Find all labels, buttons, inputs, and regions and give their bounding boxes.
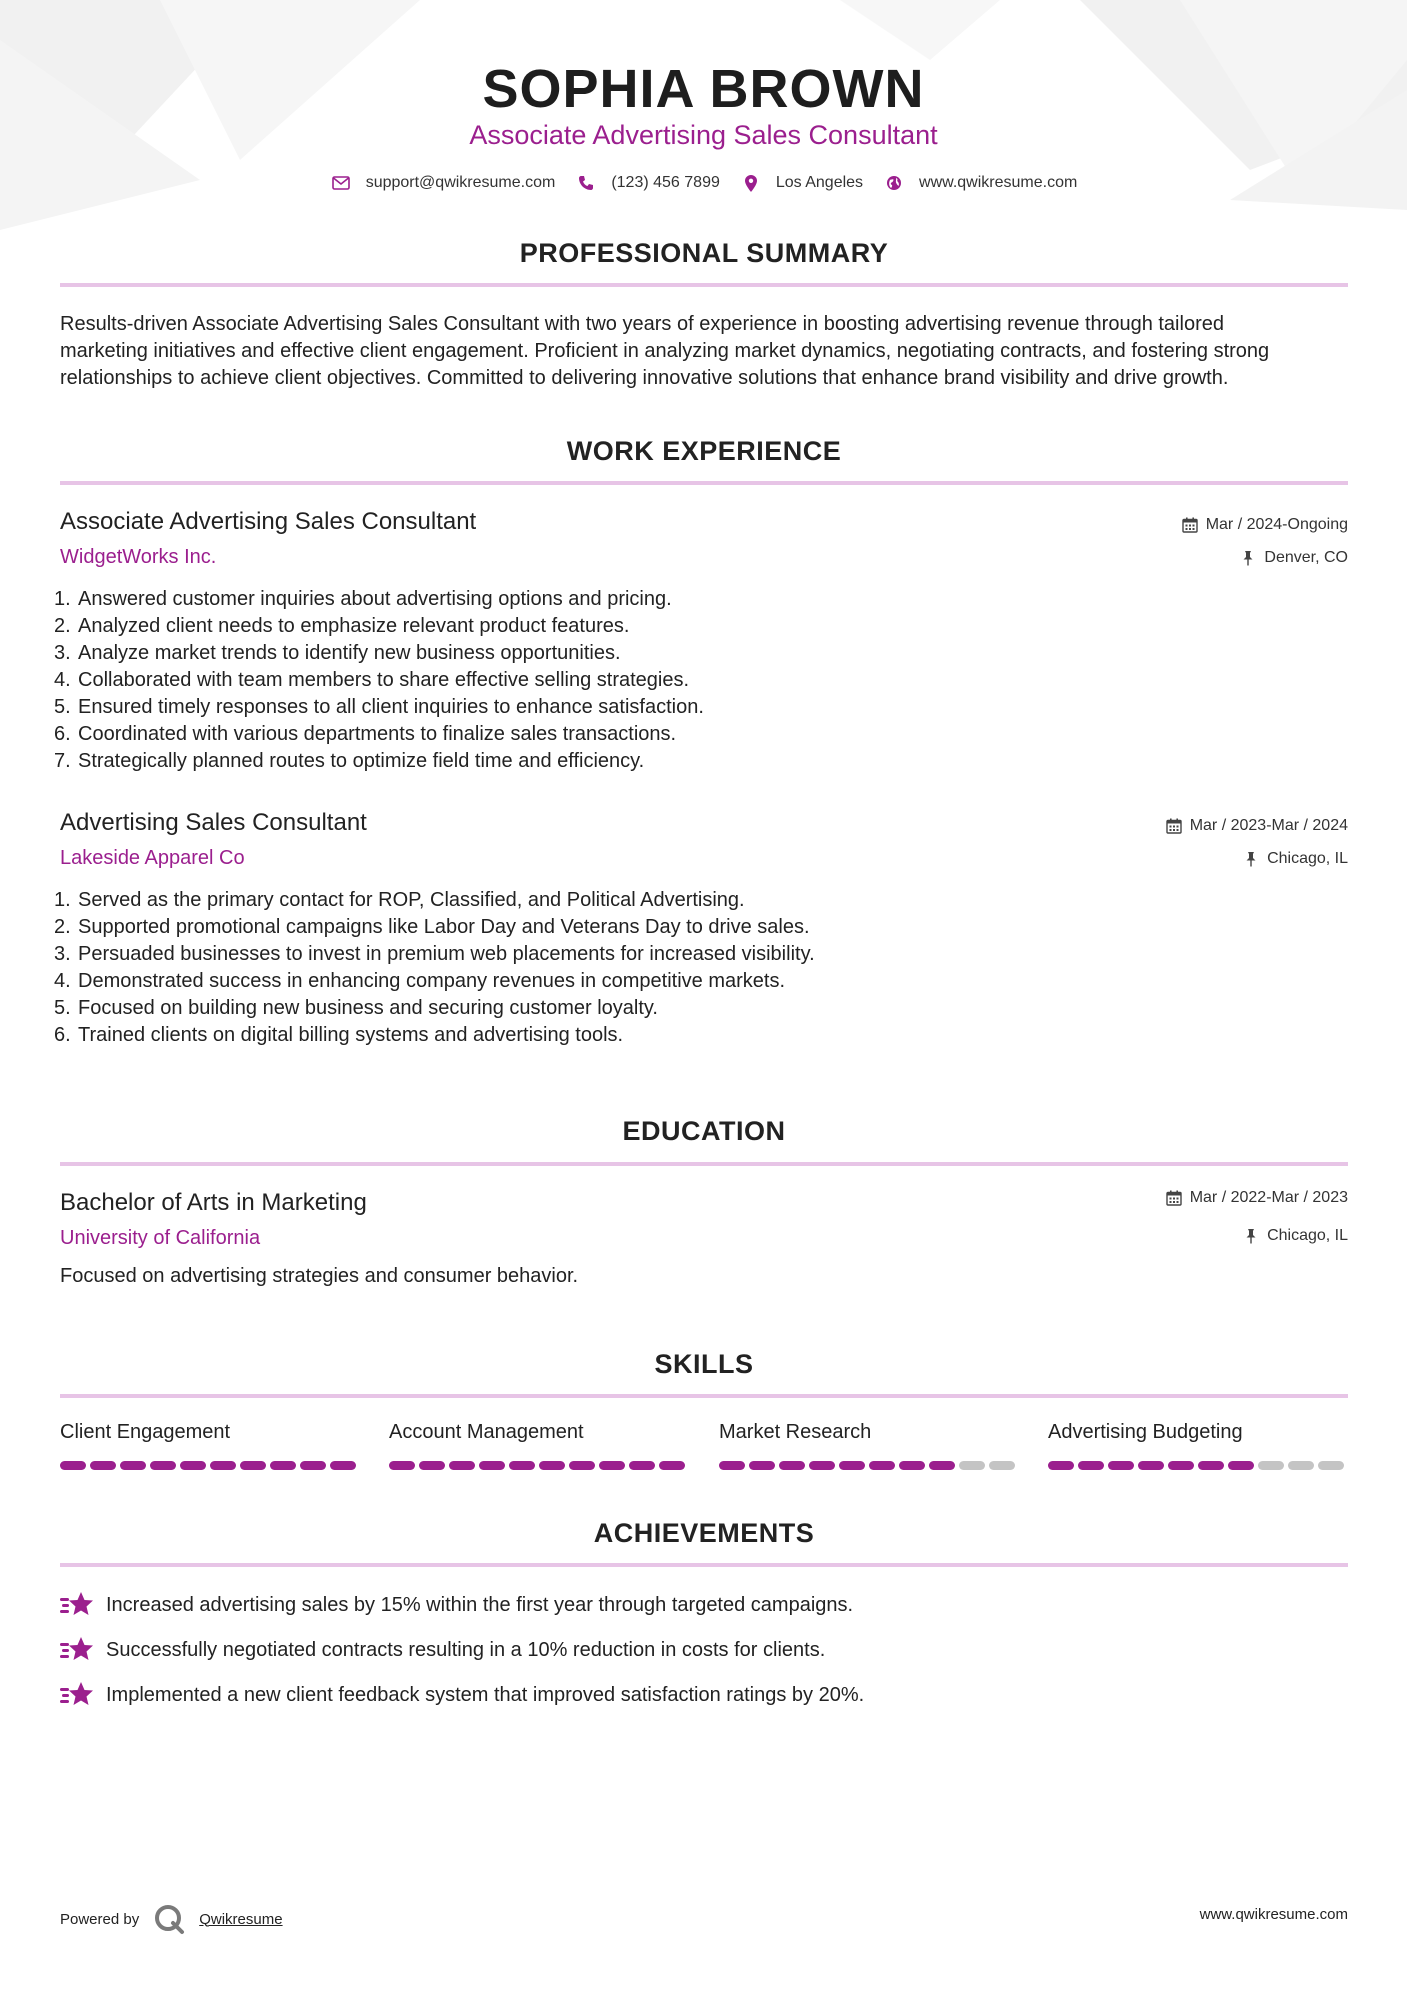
skill-level-segment [1198,1461,1224,1470]
star-icon [60,1680,94,1710]
education-degree: Bachelor of Arts in Marketing [60,1189,367,1216]
education-description: Focused on advertising strategies and consumer behavior. [60,1265,579,1287]
skill-level-segment [509,1461,535,1470]
education-date-text: Mar / 2022-Mar / 2023 [1189,1189,1348,1206]
skill-level-segment [719,1461,745,1470]
contact-email[interactable] [330,174,556,192]
skill-level-segment [479,1461,505,1470]
education-location [1243,1227,1348,1245]
job-date-text: Mar / 2023-Mar / 2024 [1189,817,1348,834]
job-title: Advertising Sales Consultant [60,809,367,836]
education-location-text: Chicago, IL [1267,1227,1348,1244]
skill-level-segment [569,1461,595,1470]
skill-name: Market Research [719,1421,872,1443]
skill-level-segment [210,1461,236,1470]
skill-item [60,1421,360,1470]
summary-heading: PROFESSIONAL SUMMARY [519,238,889,268]
contact-location-text: Los Angeles [775,174,864,191]
experience-heading: WORK EXPERIENCE [566,436,842,466]
contact-website[interactable] [883,174,1077,192]
skill-level-segment [539,1461,565,1470]
contact-website-text: www.qwikresume.com [919,174,1078,191]
job-bullets [54,887,815,1049]
experience-divider [60,481,1348,485]
achievement-text: Increased advertising sales by 15% within the first year through targeted campaigns. [106,1593,854,1616]
skill-level-segment [959,1461,985,1470]
skill-level-segment [60,1461,86,1470]
skill-level-segment [1108,1461,1134,1470]
list-item: 1. Answered customer inquiries about advertising options and pricing. [54,588,672,610]
skill-level-segment [1078,1461,1104,1470]
achievement-item [60,1590,853,1620]
pin-icon [1243,1228,1259,1244]
list-item: 1. Served as the primary contact for ROP, Classified, and Political Advertising. [54,889,745,911]
job-date [1182,516,1348,534]
calendar-icon [1166,818,1182,834]
skill-level-segment [270,1461,296,1470]
map-marker-icon [740,174,762,192]
skill-level-segment [449,1461,475,1470]
skill-level-segment [599,1461,625,1470]
skill-level-segment [150,1461,176,1470]
list-item: 2. Supported promotional campaigns like Labor Day and Veterans Day to drive sales. [54,916,810,938]
list-item: 3. Analyze market trends to identify new business opportunities. [54,642,621,664]
skill-level-bar [60,1461,360,1470]
skill-level-segment [899,1461,925,1470]
list-item: 6. Coordinated with various departments to finalize sales transactions. [54,723,677,745]
achievement-item [60,1635,825,1665]
skill-level-segment [1258,1461,1284,1470]
footer-website[interactable]: www.qwikresume.com [1199,1906,1348,1923]
skill-level-segment [1318,1461,1344,1470]
star-icon [60,1635,94,1665]
summary-line: marketing initiatives and effective client engagement. Proficient in analyzing market dynamics, negotiating contracts, and fostering strong [60,340,1270,362]
contact-phone[interactable] [575,174,720,192]
education-divider [60,1162,1348,1166]
skill-level-segment [749,1461,775,1470]
skill-level-segment [1138,1461,1164,1470]
job-location-text: Denver, CO [1264,549,1348,566]
job-location [1243,850,1348,868]
skill-level-segment [1288,1461,1314,1470]
powered-by-label: Powered by [60,1910,140,1928]
achievement-text: Implemented a new client feedback system that improved satisfaction ratings by 20%. [106,1683,865,1706]
calendar-icon [1166,1190,1182,1206]
contact-phone-text: (123) 456 7899 [611,174,720,191]
footer-powered-by [60,1903,283,1935]
list-item: 4. Collaborated with team members to share effective selling strategies. [54,669,690,691]
skill-level-segment [300,1461,326,1470]
star-icon [60,1590,94,1620]
skill-level-segment [389,1461,415,1470]
skill-name: Client Engagement [60,1421,231,1443]
achievement-text: Successfully negotiated contracts resulting in a 10% reduction in costs for clients. [106,1638,826,1661]
list-item: 6. Trained clients on digital billing systems and advertising tools. [54,1024,624,1046]
skill-level-segment [1048,1461,1074,1470]
skill-level-segment [180,1461,206,1470]
skill-level-segment [240,1461,266,1470]
list-item: 7. Strategically planned routes to optimize field time and efficiency. [54,750,645,772]
globe-icon [883,174,905,192]
summary-text [60,311,1350,392]
envelope-icon [330,174,352,192]
contact-email-text: support@qwikresume.com [365,174,556,191]
skill-level-segment [929,1461,955,1470]
skill-level-segment [989,1461,1015,1470]
contact-bar [0,174,1407,192]
skill-level-segment [330,1461,356,1470]
job-date-text: Mar / 2024-Ongoing [1205,516,1348,533]
skill-level-segment [1228,1461,1254,1470]
job-location-text: Chicago, IL [1267,850,1348,867]
achievements-divider [60,1563,1348,1567]
job-location [1240,549,1348,567]
list-item: 3. Persuaded businesses to invest in premium web placements for increased visibility. [54,943,815,965]
candidate-title: Associate Advertising Sales Consultant [469,120,938,150]
skill-level-segment [839,1461,865,1470]
skill-name: Advertising Budgeting [1048,1421,1243,1443]
skill-item [389,1421,689,1470]
skill-level-segment [90,1461,116,1470]
list-item: 5. Focused on building new business and securing customer loyalty. [54,997,658,1019]
achievement-item [60,1680,864,1710]
summary-line: relationships to achieve client objectives. Committed to delivering innovative solutions that enhance brand visibility and drive growth. [60,367,1229,389]
skill-level-segment [659,1461,685,1470]
skill-level-bar [719,1461,1019,1470]
candidate-name: SOPHIA BROWN [482,59,925,119]
job-title: Associate Advertising Sales Consultant [60,508,477,535]
job-company: WidgetWorks Inc. [60,546,217,568]
skill-level-segment [419,1461,445,1470]
skills-divider [60,1394,1348,1398]
education-heading: EDUCATION [622,1116,786,1146]
skill-name: Account Management [389,1421,584,1443]
pin-icon [1240,550,1256,566]
phone-icon [575,174,597,192]
skill-level-segment [120,1461,146,1470]
skill-level-segment [809,1461,835,1470]
skill-level-segment [779,1461,805,1470]
education-date [1166,1189,1348,1207]
skill-item [719,1421,1019,1470]
job-bullets [54,586,704,775]
qwikresume-logo-icon [153,1903,185,1935]
skill-level-segment [629,1461,655,1470]
skills-heading: SKILLS [654,1349,754,1379]
skill-level-segment [869,1461,895,1470]
calendar-icon [1182,517,1198,533]
achievements-heading: ACHIEVEMENTS [593,1518,815,1548]
pin-icon [1243,851,1259,867]
skill-level-bar [389,1461,689,1470]
qwikresume-link[interactable]: Qwikresume [199,1910,283,1928]
summary-line: Results-driven Associate Advertising Sales Consultant with two years of experience in boosting advertising revenue through tailored [60,313,1224,335]
skill-level-bar [1048,1461,1348,1470]
list-item: 2. Analyzed client needs to emphasize relevant product features. [54,615,630,637]
skill-level-segment [1168,1461,1194,1470]
contact-location [740,174,863,192]
job-company: Lakeside Apparel Co [60,847,245,869]
skill-item [1048,1421,1348,1470]
list-item: 5. Ensured timely responses to all client inquiries to enhance satisfaction. [54,696,704,718]
job-date [1166,817,1348,835]
list-item: 4. Demonstrated success in enhancing company revenues in competitive markets. [54,970,786,992]
summary-divider [60,283,1348,287]
education-school: University of California [60,1227,261,1249]
